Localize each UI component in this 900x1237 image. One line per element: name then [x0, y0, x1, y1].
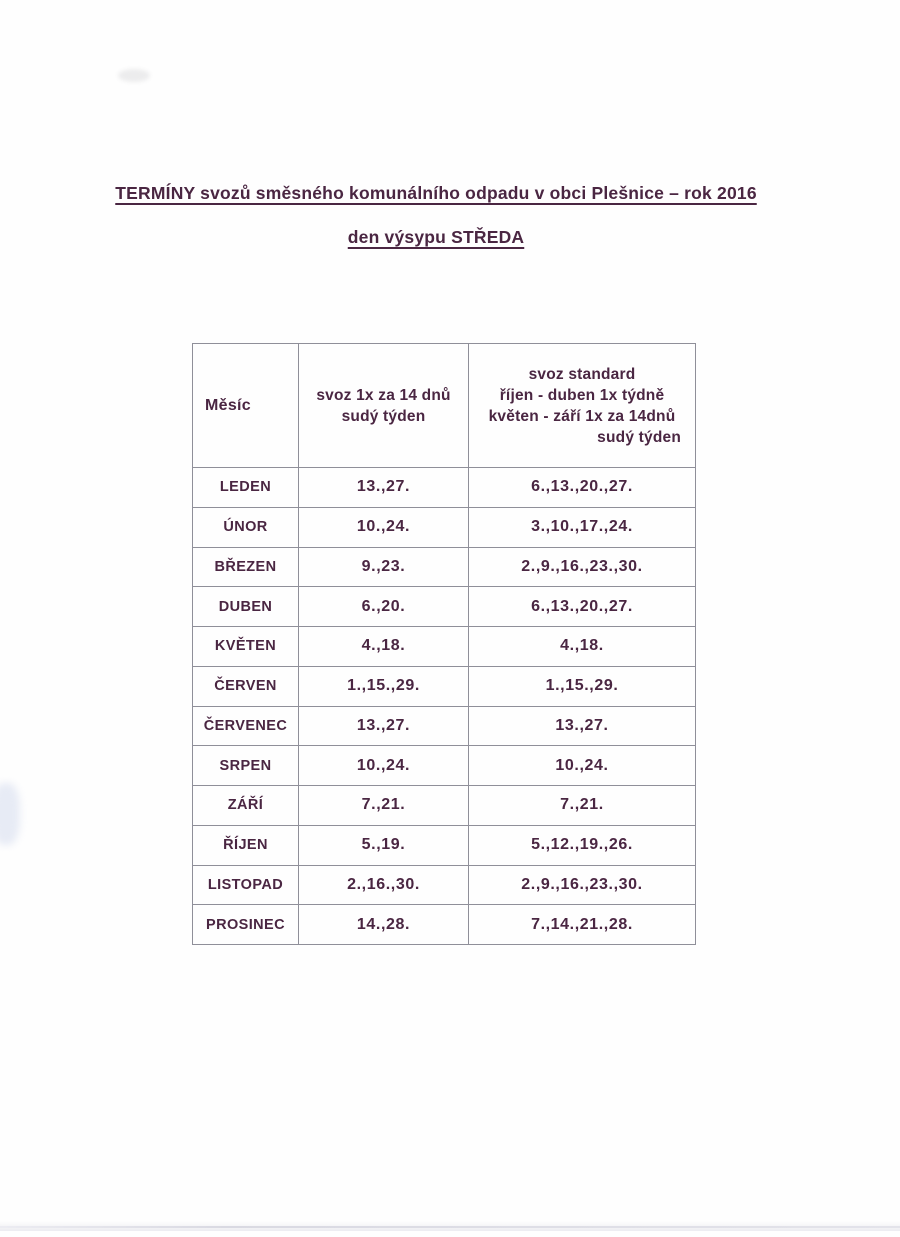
- table-row: [193, 587, 696, 627]
- scan-smudge-top: [118, 69, 150, 82]
- table-row: [193, 746, 696, 786]
- cell-standard: 2.,9.,16.,23.,30.: [469, 865, 696, 905]
- cell-biweekly: 5.,19.: [299, 825, 469, 865]
- cell-month: PROSINEC: [193, 905, 299, 945]
- document-title: TERMÍNY svozů směsného komunálního odpadu v obci Plešnice – rok 2016: [115, 183, 757, 203]
- cell-biweekly: 7.,21.: [299, 786, 469, 826]
- table-row: [193, 468, 696, 508]
- table-row: [193, 865, 696, 905]
- cell-standard: 6.,13.,20.,27.: [469, 468, 696, 508]
- table-row: [193, 507, 696, 547]
- table-row: [193, 627, 696, 667]
- cell-biweekly: 14.,28.: [299, 905, 469, 945]
- header-standard-line3: květen - září 1x za 14dnů: [488, 407, 676, 425]
- cell-biweekly: 13.,27.: [299, 468, 469, 508]
- cell-standard: 10.,24.: [469, 746, 696, 786]
- cell-standard: 7.,14.,21.,28.: [469, 905, 696, 945]
- cell-standard: 6.,13.,20.,27.: [469, 587, 696, 627]
- document-subtitle: den výsypu STŘEDA: [347, 227, 525, 247]
- cell-standard: 5.,12.,19.,26.: [469, 825, 696, 865]
- schedule-table-body: [193, 468, 696, 945]
- table-row: [193, 706, 696, 746]
- cell-month: ČERVEN: [193, 666, 299, 706]
- cell-month: ŘÍJEN: [193, 825, 299, 865]
- cell-biweekly: 10.,24.: [299, 507, 469, 547]
- cell-month: ÚNOR: [193, 507, 299, 547]
- cell-month: ZÁŘÍ: [193, 786, 299, 826]
- cell-biweekly: 1.,15.,29.: [299, 666, 469, 706]
- header-row: [193, 344, 696, 468]
- header-biweekly-line1: svoz 1x za 14 dnů: [316, 386, 451, 404]
- table-row: [193, 786, 696, 826]
- scan-smudge-left-edge: [0, 783, 20, 845]
- cell-standard: 2.,9.,16.,23.,30.: [469, 547, 696, 587]
- table-row: [193, 825, 696, 865]
- cell-biweekly: 6.,20.: [299, 587, 469, 627]
- cell-month: DUBEN: [193, 587, 299, 627]
- scan-bottom-edge-line: [0, 1226, 900, 1229]
- table-row: [193, 666, 696, 706]
- cell-biweekly: 13.,27.: [299, 706, 469, 746]
- cell-month: BŘEZEN: [193, 547, 299, 587]
- header-biweekly: [299, 344, 469, 468]
- cell-biweekly: 2.,16.,30.: [299, 865, 469, 905]
- cell-standard: 1.,15.,29.: [469, 666, 696, 706]
- header-biweekly-line2: sudý týden: [341, 407, 426, 425]
- cell-standard: 3.,10.,17.,24.: [469, 507, 696, 547]
- header-standard-line2: říjen - duben 1x týdně: [499, 386, 665, 404]
- cell-biweekly: 10.,24.: [299, 746, 469, 786]
- cell-biweekly: 9.,23.: [299, 547, 469, 587]
- cell-standard: 4.,18.: [469, 627, 696, 667]
- cell-month: LISTOPAD: [193, 865, 299, 905]
- cell-month: SRPEN: [193, 746, 299, 786]
- cell-month: LEDEN: [193, 468, 299, 508]
- header-standard-line4: sudý týden: [597, 428, 681, 446]
- header-month: Měsíc: [193, 344, 299, 468]
- cell-month: ČERVENEC: [193, 706, 299, 746]
- table-row: [193, 905, 696, 945]
- cell-standard: 13.,27.: [469, 706, 696, 746]
- header-standard-line1: svoz standard: [528, 365, 636, 383]
- table-row: [193, 547, 696, 587]
- table-header: [193, 344, 696, 468]
- header-standard: [469, 344, 696, 468]
- cell-biweekly: 4.,18.: [299, 627, 469, 667]
- cell-standard: 7.,21.: [469, 786, 696, 826]
- cell-month: KVĚTEN: [193, 627, 299, 667]
- collection-schedule-table: [192, 343, 696, 945]
